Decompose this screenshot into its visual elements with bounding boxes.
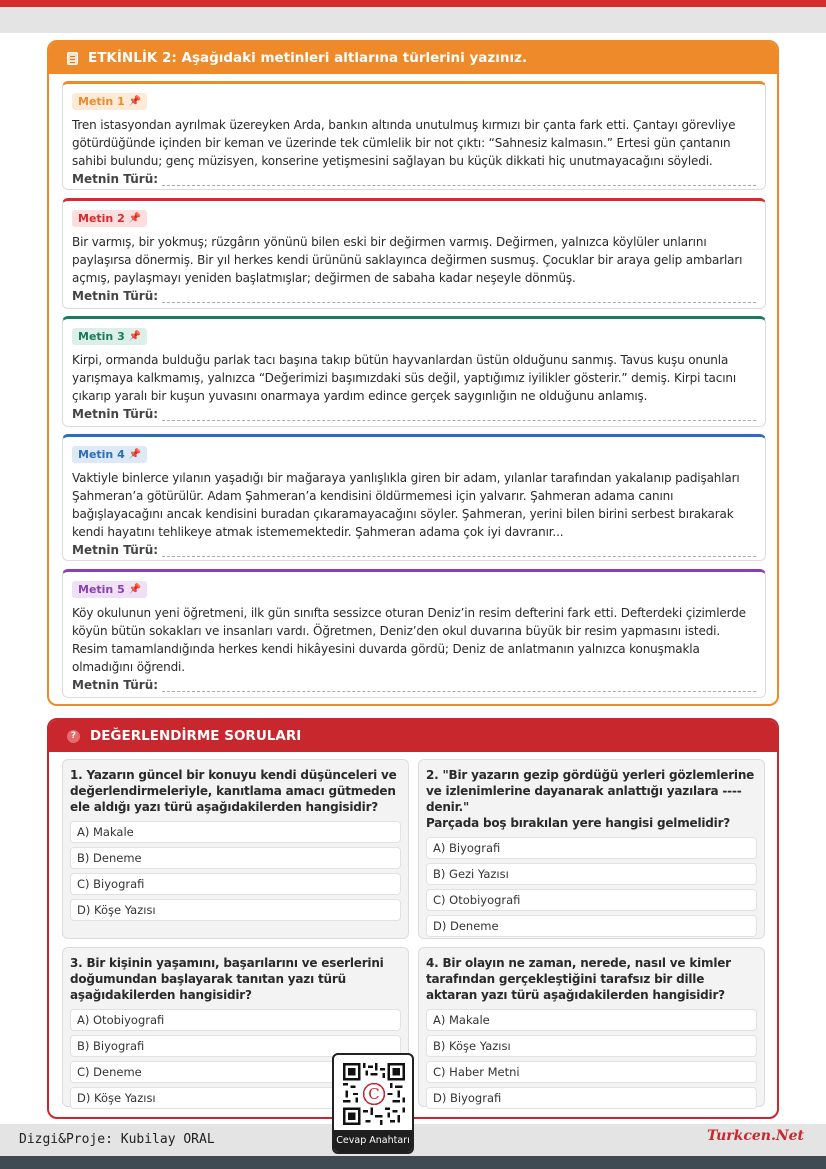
answer-line-row xyxy=(72,543,756,557)
text-tag-label: Metin 5 xyxy=(78,583,125,596)
pin-icon: 📌 xyxy=(128,584,142,595)
pin-icon: 📌 xyxy=(128,331,142,342)
option-a[interactable]: A) Otobiyografi xyxy=(70,1009,401,1031)
option-b[interactable]: B) Gezi Yazısı xyxy=(426,863,757,885)
option-d[interactable]: D) Köşe Yazısı xyxy=(70,1087,401,1109)
text-body: Vaktiyle binlerce yılanın yaşadığı bir mağaraya yanlışlıkla giren bir adam, yılanlar tarafından yakalanıp padişahları Şahmeran’a götürülür. Adam Şahmeran’a kendisini öldürmemesi için yalvarır. Şahmeran adama canını bağışlayacağını ancak kendisini buradan çıkaramayacağını söyler. Şahmeran, yerini bilen birini serbest bırakarak kendi hayatını tehlikeye atmak istememektedir. Şahmeran adama çok iyi davranır... xyxy=(72,471,740,539)
option-b[interactable]: B) Biyografi xyxy=(70,1035,401,1057)
text-body: Bir varmış, bir yokmuş; rüzgârın yönünü bilen eski bir değirmen varmış. Değirmen, yalnızca köylüler unlarını paylaşırsa dönermiş. Bir yıl herkes kendi ürününü saklayınca değirmen susmuş. Çocuklar bir araya gelip ambarları açmış, paylaşmayı yeniden başlatmışlar; değirmen de sabaha kadar neşeyle dönmüş. xyxy=(72,235,743,285)
text-body: Köy okulunun yeni öğretmeni, ilk gün sınıfta sessizce oturan Deniz’in resim defterini fark etti. Defterdeki çizimlerde köyün bütün sokakları ve insanları vardı. Öğretmen, Deniz’den okul duvarına büyük bir resim yapmasını istedi. Resim tamamlandığında herkes kendi hikâyesini duvarda gördü; Deniz de anlatmanın yalnızca konuşmakla olmadığını öğrendi. xyxy=(72,606,746,674)
qr-center-letter: C xyxy=(368,1085,380,1104)
qr-caption: Cevap Anahtarı xyxy=(334,1130,412,1152)
text-card-4 xyxy=(62,434,766,561)
option-d[interactable]: D) Biyografi xyxy=(426,1087,757,1109)
answer-label: Metnin Türü: xyxy=(72,289,159,303)
question-card-1 xyxy=(62,759,409,939)
text-tag xyxy=(72,93,147,110)
text-tag xyxy=(72,581,147,598)
answer-label: Metnin Türü: xyxy=(72,407,159,421)
question-text: 1. Yazarın güncel bir konuyu kendi düşünceleri ve değerlendirmeleriyle, kanıtlama amacı gütmeden ele aldığı yazı türü aşağıdakilerden hangisidir? xyxy=(70,768,397,814)
question-card-4 xyxy=(418,947,765,1107)
answer-key-qr[interactable] xyxy=(332,1053,414,1154)
answer-line[interactable] xyxy=(162,174,756,186)
document-icon xyxy=(67,52,78,65)
answer-line-row xyxy=(72,289,756,303)
text-tag xyxy=(72,446,147,463)
top-red-strip xyxy=(0,0,826,7)
qr-code-icon xyxy=(343,1063,405,1125)
answer-line-row xyxy=(72,172,756,186)
question-text: 2. "Bir yazarın gezip gördüğü yerleri gözlemlerine ve izlenimlerine dayanarak anlattığı yazılara ---- denir." xyxy=(426,768,755,814)
bottom-dark-strip xyxy=(0,1156,826,1169)
question-text: 4. Bir olayın ne zaman, nerede, nasıl ve kimler tarafından gerçekleştiğini tarafsız bir dille aktaran yazı türü aşağıdakilerden hangisidir? xyxy=(426,956,731,1002)
option-b[interactable]: B) Deneme xyxy=(70,847,401,869)
pin-icon: 📌 xyxy=(128,213,142,224)
answer-line[interactable] xyxy=(162,409,756,421)
activity-title: ETKİNLİK 2: Aşağıdaki metinleri altlarına türlerini yazınız. xyxy=(88,50,528,66)
option-a[interactable]: A) Makale xyxy=(70,821,401,843)
text-tag-label: Metin 2 xyxy=(78,212,125,225)
question-prompt: Parçada boş bırakılan yere hangisi gelmelidir? xyxy=(426,816,731,830)
answer-line[interactable] xyxy=(162,291,756,303)
answer-line[interactable] xyxy=(162,680,756,692)
credit-text: Dizgi&Proje: Kubilay ORAL xyxy=(19,1132,215,1147)
text-tag-label: Metin 3 xyxy=(78,330,125,343)
pin-icon: 📌 xyxy=(128,449,142,460)
activity-panel xyxy=(47,40,779,706)
evaluation-title: DEĞERLENDİRME SORULARI xyxy=(90,728,302,744)
evaluation-header xyxy=(49,720,777,752)
text-card-1 xyxy=(62,81,766,190)
text-tag xyxy=(72,328,147,345)
question-card-2 xyxy=(418,759,765,939)
answer-line-row xyxy=(72,678,756,692)
option-b[interactable]: B) Köşe Yazısı xyxy=(426,1035,757,1057)
answer-label: Metnin Türü: xyxy=(72,678,159,692)
option-c[interactable]: C) Deneme xyxy=(70,1061,401,1083)
answer-label: Metnin Türü: xyxy=(72,543,159,557)
text-card-3 xyxy=(62,316,766,427)
option-a[interactable]: A) Biyografi xyxy=(426,837,757,859)
option-c[interactable]: C) Biyografi xyxy=(70,873,401,895)
text-tag-label: Metin 1 xyxy=(78,95,125,108)
text-tag xyxy=(72,210,147,227)
question-mark-icon: ? xyxy=(67,730,80,743)
text-card-5 xyxy=(62,569,766,698)
activity-header xyxy=(49,42,777,74)
text-tag-label: Metin 4 xyxy=(78,448,125,461)
text-card-2 xyxy=(62,198,766,309)
text-body: Kirpi, ormanda bulduğu parlak tacı başına takıp bütün hayvanlardan üstün olduğunu sanmış. Tavus kuşu onunla yarışmaya kalkmamış, yalnızca “Değerimizi başımızdaki süs değil, yaptığımız iyilikler gösterir.” demiş. Kirpi tacını çıkarıp yaralı bir kuşun yuvasını onarmaya yardım edince gerçek saygınlığın ne olduğunu anlamış. xyxy=(72,353,737,403)
site-logo[interactable]: Turkcen.Net xyxy=(706,1128,804,1144)
option-d[interactable]: D) Deneme xyxy=(426,915,757,937)
answer-line-row xyxy=(72,407,756,421)
option-d[interactable]: D) Köşe Yazısı xyxy=(70,899,401,921)
option-c[interactable]: C) Otobiyografi xyxy=(426,889,757,911)
option-c[interactable]: C) Haber Metni xyxy=(426,1061,757,1083)
answer-label: Metnin Türü: xyxy=(72,172,159,186)
top-gray-band xyxy=(0,7,826,33)
pin-icon: 📌 xyxy=(128,96,142,107)
question-text: 3. Bir kişinin yaşamını, başarılarını ve eserlerini doğumundan başlayarak tanıtan yazı türü aşağıdakilerden hangisidir? xyxy=(70,956,384,1002)
text-body: Tren istasyondan ayrılmak üzereyken Arda, bankın altında unutulmuş kırmızı bir çanta fark etti. Çantayı görevliye götürdüğünde içinden bir keman ve üzerinde tek cümlelik bir not çıktı: “Sahnesiz kalmasın.” Ertesi gün çantanın sahibi bulundu; genç müzisyen, konserine yetişmesini sağlayan bu küçük dikkati hiç unutmayacağını söyledi. xyxy=(72,118,736,168)
answer-line[interactable] xyxy=(162,545,756,557)
option-a[interactable]: A) Makale xyxy=(426,1009,757,1031)
